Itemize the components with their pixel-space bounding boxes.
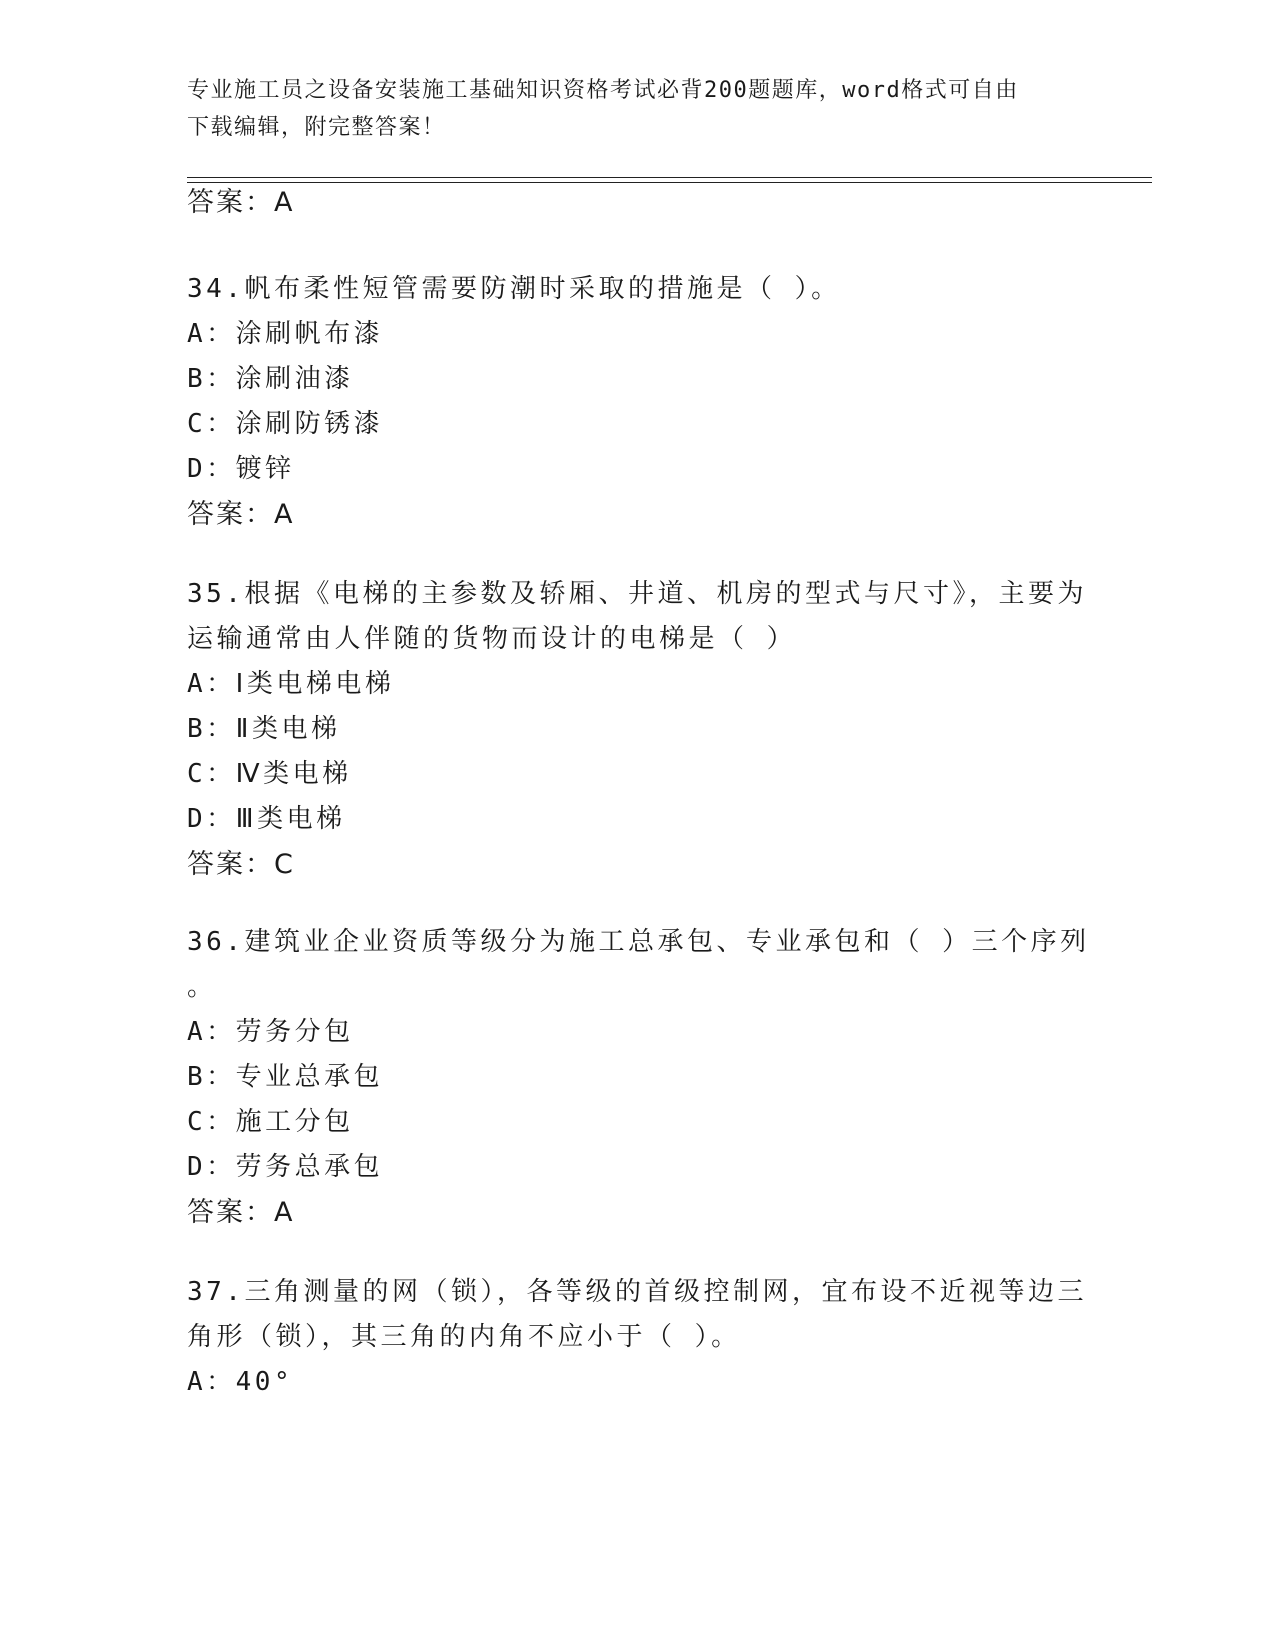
question-37: [187, 1270, 1087, 1405]
question-stem-line: 34.帆布柔性短管需要防潮时采取的措施是（ ）。: [187, 274, 841, 304]
question-stem: [187, 1270, 1087, 1360]
document-header: [187, 72, 1087, 146]
option-c: C：Ⅳ类电梯: [187, 759, 352, 789]
question-stem-line: 。: [187, 972, 217, 1002]
answer-line: 答案：A: [187, 499, 295, 530]
question-stem-line: 角形（锁），其三角的内角不应小于（ ）。: [187, 1322, 741, 1352]
question-stem-line: 37.三角测量的网（锁），各等级的首级控制网，宜布设不近视等边三: [187, 1277, 1087, 1307]
previous-answer-block: [187, 180, 1087, 225]
question-stem-line: 35.根据《电梯的主参数及轿厢、井道、机房的型式与尺寸》，主要为: [187, 579, 1087, 609]
question-35: [187, 572, 1087, 887]
option-c: C：涂刷防锈漆: [187, 409, 384, 439]
answer-line: 答案：A: [187, 187, 295, 218]
option-d: D：劳务总承包: [187, 1152, 384, 1182]
option-b: B：专业总承包: [187, 1062, 384, 1092]
question-stem-line: 运输通常由人伴随的货物而设计的电梯是（ ）: [187, 624, 797, 654]
header-line-1: 专业施工员之设备安装施工基础知识资格考试必背200题题库，word格式可自由: [187, 78, 1019, 103]
answer-line: 答案：A: [187, 1197, 295, 1228]
option-a: A：Ⅰ类电梯电梯: [187, 669, 395, 699]
question-stem: [187, 267, 1087, 312]
header-divider-top: [187, 177, 1152, 178]
option-c: C：施工分包: [187, 1107, 354, 1137]
question-36: [187, 920, 1090, 1235]
question-stem: [187, 572, 1087, 662]
option-a: A：劳务分包: [187, 1017, 354, 1047]
question-34: [187, 267, 1087, 537]
header-line-2: 下载编辑，附完整答案！: [187, 115, 446, 140]
question-stem-line: 36.建筑业企业资质等级分为施工总承包、专业承包和（ ）三个序列: [187, 927, 1090, 957]
option-a: A：涂刷帆布漆: [187, 319, 384, 349]
option-d: D：Ⅲ类电梯: [187, 804, 346, 834]
option-b: B：涂刷油漆: [187, 364, 354, 394]
option-a: A：40°: [187, 1367, 294, 1397]
option-d: D：镀锌: [187, 454, 295, 484]
option-b: B：Ⅱ类电梯: [187, 714, 341, 744]
answer-line: 答案：C: [187, 849, 295, 880]
question-stem: [187, 920, 1090, 1010]
